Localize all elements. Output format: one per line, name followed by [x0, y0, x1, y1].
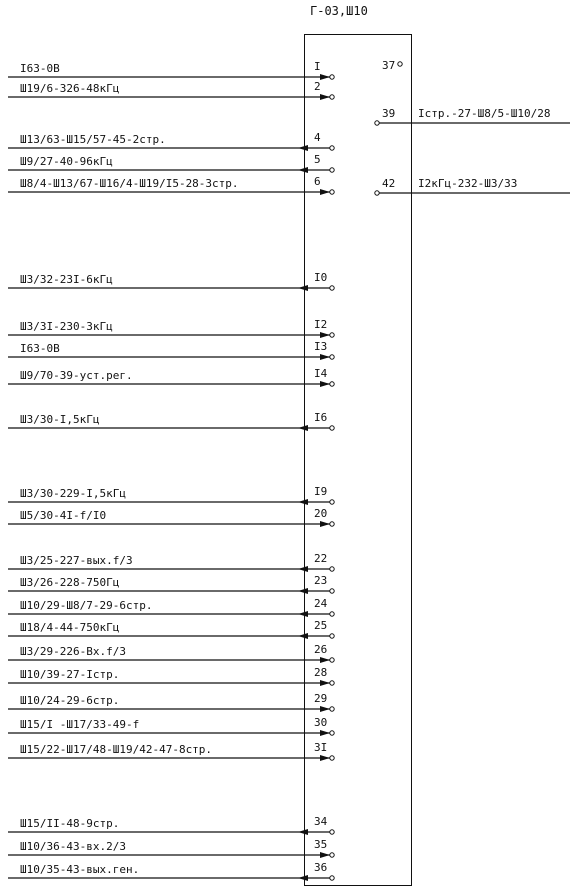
pin-terminal: [330, 731, 334, 735]
signal-arrow-in: [298, 499, 308, 505]
signal-arrow-out: [320, 189, 330, 195]
signal-arrow-out: [320, 755, 330, 761]
pin-terminal: [330, 426, 334, 430]
wire-label: Ш5/30-4I-f/I0: [20, 509, 107, 522]
wire-label: Ш10/35-43-вых.ген.: [20, 863, 140, 876]
wire-label: Ш3/26-228-750Гц: [20, 576, 120, 589]
wire-label: Ш15/II-48-9стр.: [20, 817, 120, 830]
pin-number: I2: [314, 318, 328, 331]
signal-arrow-in: [298, 167, 308, 173]
wire-label: I2кГц-232-Ш3/33: [418, 177, 518, 190]
pin-terminal: [330, 681, 334, 685]
wire-label: Ш10/36-43-вх.2/3: [20, 840, 126, 853]
wire-label: Ш3/29-226-Вх.f/3: [20, 645, 126, 658]
pin-terminal: [330, 634, 334, 638]
signal-arrow-out: [320, 381, 330, 387]
pin-terminal: [330, 567, 334, 571]
wire-label: Ш3/30-229-I,5кГц: [20, 487, 126, 500]
wire-label: Ш10/39-27-Iстр.: [20, 668, 120, 681]
pin-number: 5: [314, 153, 321, 166]
wire-label: Ш8/4-Ш13/67-Ш16/4-Ш19/I5-28-3стр.: [20, 177, 239, 190]
pin-terminal: [330, 522, 334, 526]
pin-number: I0: [314, 271, 328, 284]
signal-arrow-out: [320, 521, 330, 527]
pin-terminal: [330, 589, 334, 593]
pin-number: 25: [314, 619, 328, 632]
pin-number: 28: [314, 666, 328, 679]
wire-label: Ш13/63-Ш15/57-45-2стр.: [20, 133, 166, 146]
pin-number: 39: [382, 107, 396, 120]
signal-arrow-out: [320, 94, 330, 100]
signal-arrow-out: [320, 657, 330, 663]
signal-arrow-in: [298, 633, 308, 639]
wire-label: Iстр.-27-Ш8/5-Ш10/28: [418, 107, 551, 120]
pin-number: 37: [382, 59, 396, 72]
wire-label: Ш9/27-40-96кГц: [20, 155, 113, 168]
pin-terminal: [330, 756, 334, 760]
pin-terminal: [330, 382, 334, 386]
pin-number: 2: [314, 80, 321, 93]
pin-terminal: [330, 500, 334, 504]
pin-number: I3: [314, 340, 328, 353]
signal-arrow-in: [298, 425, 308, 431]
pin-number: 20: [314, 507, 328, 520]
pin-number: 6: [314, 175, 321, 188]
signal-arrow-in: [298, 285, 308, 291]
pin-terminal: [330, 876, 334, 880]
wire-label: Ш15/I -Ш17/33-49-f: [20, 718, 140, 731]
pin-terminal: [330, 853, 334, 857]
signal-arrow-out: [320, 332, 330, 338]
pin-number: I6: [314, 411, 328, 424]
pin-number: I: [314, 60, 321, 73]
signal-arrow-out: [320, 74, 330, 80]
signal-arrow-out: [320, 680, 330, 686]
wire-label: Ш19/6-326-48кГц: [20, 82, 120, 95]
signal-arrow-in: [298, 588, 308, 594]
wire-label: I63-0B: [20, 62, 60, 75]
pin-terminal: [330, 286, 334, 290]
pin-number: 24: [314, 597, 328, 610]
signal-arrow-in: [298, 566, 308, 572]
pin-number: 4: [314, 131, 321, 144]
pin-number: 26: [314, 643, 328, 656]
wire-label: Ш10/29-Ш8/7-29-6стр.: [20, 599, 153, 612]
signal-arrow-in: [298, 829, 308, 835]
wire-label: Ш3/25-227-вых.f/3: [20, 554, 133, 567]
pin-terminal: [330, 95, 334, 99]
pin-number: I9: [314, 485, 328, 498]
signal-arrow-in: [298, 875, 308, 881]
wire-label: Ш3/30-I,5кГц: [20, 413, 100, 426]
wire-label: Ш3/3I-230-3кГц: [20, 320, 113, 333]
pin-terminal: [330, 190, 334, 194]
pin-terminal: [375, 191, 379, 195]
signal-arrow-out: [320, 852, 330, 858]
pin-number: 3I: [314, 741, 328, 754]
pin-number: 35: [314, 838, 328, 851]
pin-number: 23: [314, 574, 328, 587]
pin-number: 30: [314, 716, 328, 729]
wire-label: Ш9/70-39-уст.рег.: [20, 369, 133, 382]
pin-terminal: [375, 121, 379, 125]
pin-terminal: [398, 62, 402, 66]
pin-terminal: [330, 146, 334, 150]
wire-label: Ш15/22-Ш17/48-Ш19/42-47-8стр.: [20, 743, 213, 756]
wire-label: I63-0B: [20, 342, 60, 355]
pin-number: 34: [314, 815, 328, 828]
pin-number: 42: [382, 177, 396, 190]
signal-arrow-in: [298, 611, 308, 617]
signal-arrow-out: [320, 706, 330, 712]
pin-terminal: [330, 830, 334, 834]
pin-terminal: [330, 355, 334, 359]
pin-terminal: [330, 75, 334, 79]
wire-label: Ш18/4-44-750кГц: [20, 621, 120, 634]
signal-arrow-in: [298, 145, 308, 151]
wire-label: Ш3/32-23I-6кГц: [20, 273, 113, 286]
pin-terminal: [330, 168, 334, 172]
pin-terminal: [330, 333, 334, 337]
pin-terminal: [330, 612, 334, 616]
pin-number: 22: [314, 552, 328, 565]
pin-number: 29: [314, 692, 328, 705]
pin-terminal: [330, 658, 334, 662]
signal-arrow-out: [320, 730, 330, 736]
pin-number: 36: [314, 861, 328, 874]
signal-arrow-out: [320, 354, 330, 360]
pin-terminal: [330, 707, 334, 711]
connector-title: Г-03,Ш10: [310, 4, 368, 18]
wire-label: Ш10/24-29-6стр.: [20, 694, 120, 707]
pin-number: I4: [314, 367, 328, 380]
